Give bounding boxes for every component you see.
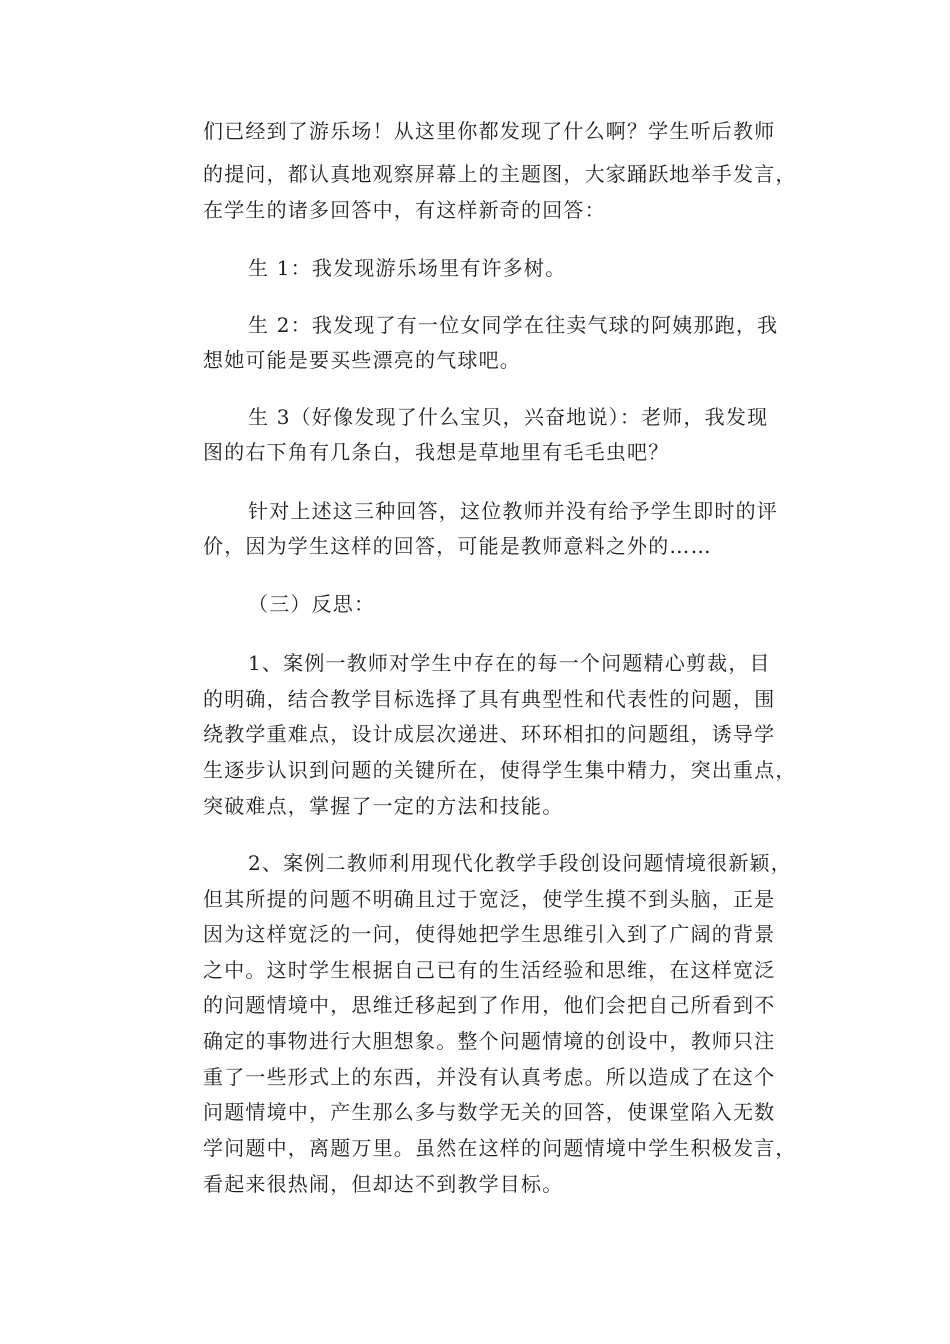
text-line: 重了一些形式上的东西，并没有认真考虑。所以造成了在这个 xyxy=(203,1065,776,1089)
text-line: 生 1：我发现游乐场里有许多树。 xyxy=(248,256,567,280)
text-line: 但其所提的问题不明确且过于宽泛，使学生摸不到头脑，正是 xyxy=(203,887,776,911)
text-line: 在学生的诸多回答中，有这样新奇的回答： xyxy=(203,198,606,222)
text-line: 1、案例一教师对学生中存在的每一个问题精心剪裁，目 xyxy=(248,651,771,675)
text-line: 因为这样宽泛的一问，使得她把学生思维引入到了广阔的背景 xyxy=(203,922,776,946)
text-line: 想她可能是要买些漂亮的气球吧。 xyxy=(203,348,521,372)
text-line: 生 3（好像发现了什么宝贝，兴奋地说）：老师，我发现 xyxy=(248,405,769,429)
text-line: 突破难点，掌握了一定的方法和技能。 xyxy=(203,794,564,818)
text-line: 学问题中，离题万里。虽然在这样的问题情境中学生积极发言， xyxy=(203,1136,797,1160)
text-line: 图的右下角有几条白，我想是草地里有毛毛虫吧？ xyxy=(203,440,670,464)
text-line: 针对上述这三种回答，这位教师并没有给予学生即时的评 xyxy=(248,499,778,523)
text-line: 生逐步认识到问题的关键所在，使得学生集中精力，突出重点， xyxy=(203,758,797,782)
text-line: 问题情境中，产生那么多与数学无关的回答，使课堂陷入无数 xyxy=(203,1100,776,1124)
text-line: 之中。这时学生根据自己已有的生活经验和思维，在这样宽泛 xyxy=(203,958,776,982)
text-line: 2、案例二教师利用现代化教学手段创设问题情境很新颖， xyxy=(248,851,792,875)
text-line: 的明确，结合教学目标选择了具有典型性和代表性的问题，围 xyxy=(203,687,776,711)
text-line: 看起来很热闹，但却达不到教学目标。 xyxy=(203,1172,564,1196)
text-line: 们已经到了游乐场！从这里你都发现了什么啊？学生听后教师 xyxy=(203,119,776,143)
text-line: 的问题情境中，思维迁移起到了作用，他们会把自己所看到不 xyxy=(203,993,776,1017)
text-line: 绕教学重难点，设计成层次递进、环环相扣的问题组，诱导学 xyxy=(203,722,776,746)
text-line: （三）反思： xyxy=(248,592,376,616)
text-line: 生 2：我发现了有一位女同学在往卖气球的阿姨那跑，我 xyxy=(248,313,779,337)
text-line: 价，因为学生这样的回答，可能是教师意料之外的…… xyxy=(203,534,712,558)
text-line: 确定的事物进行大胆想象。整个问题情境的创设中，教师只注 xyxy=(203,1029,776,1053)
text-line: 的提问，都认真地观察屏幕上的主题图，大家踊跃地举手发言， xyxy=(203,162,797,186)
